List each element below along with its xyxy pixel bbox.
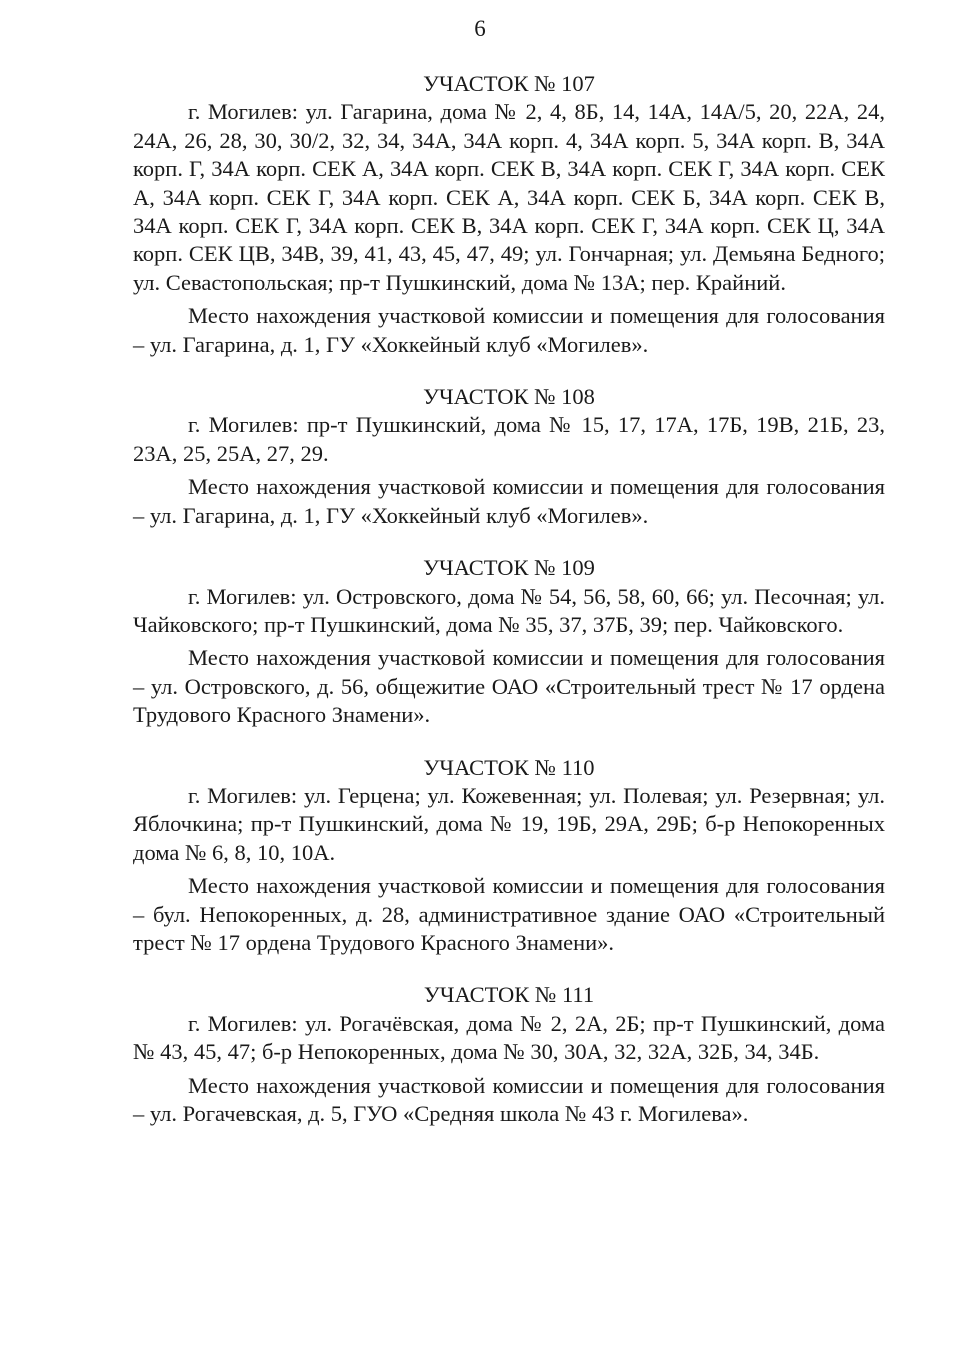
polling-section-110 <box>133 754 885 958</box>
section-location: Место нахождения участковой комиссии и помещения для голосования – ул. Островского, д. 56, общежитие ОАО «Строительный трест № 17 ордена Трудового Красного Знамени». <box>133 645 885 728</box>
section-address: г. Могилев: ул. Островского, дома № 54, 56, 58, 60, 66; ул. Песочная; ул. Чайковского; пр-т Пушкинский, дома № 35, 37, 37Б, 39; пер. Чайковского. <box>133 583 885 637</box>
section-location: Место нахождения участковой комиссии и помещения для голосования – ул. Гагарина, д. 1, ГУ «Хоккейный клуб «Могилев». <box>133 303 885 357</box>
section-location: Место нахождения участковой комиссии и помещения для голосования – ул. Гагарина, д. 1, ГУ «Хоккейный клуб «Могилев». <box>133 474 885 528</box>
section-location: Место нахождения участковой комиссии и помещения для голосования – бул. Непокоренных, д. 28, административное здание ОАО «Строительный трест № 17 ордена Трудового Красного Знамени». <box>133 873 885 955</box>
section-heading: УЧАСТОК № 108 <box>423 384 595 410</box>
polling-section-111 <box>133 981 885 1128</box>
polling-section-108 <box>133 383 885 530</box>
polling-section-107 <box>133 70 885 359</box>
section-address: г. Могилев: пр-т Пушкинский, дома № 15, 17, 17А, 17Б, 19В, 21Б, 23, 23А, 25, 25А, 27, 29. <box>133 412 885 466</box>
section-location: Место нахождения участковой комиссии и помещения для голосования – ул. Рогачевская, д. 5, ГУО «Средняя школа № 43 г. Могилева». <box>133 1072 885 1126</box>
section-address: г. Могилев: ул. Герцена; ул. Кожевенная; ул. Полевая; ул. Резервная; ул. Яблочкина; пр-т Пушкинский, дома № 19, 19Б, 29А, 29Б; б-р Непокоренных дома № 6, 8, 10, 10А. <box>133 782 885 865</box>
polling-section-109 <box>133 554 885 729</box>
page-number: 6 <box>474 16 486 41</box>
section-heading: УЧАСТОК № 110 <box>423 754 595 780</box>
section-heading: УЧАСТОК № 107 <box>423 71 595 96</box>
document-body <box>133 70 885 1152</box>
section-address: г. Могилев: ул. Гагарина, дома № 2, 4, 8Б, 14, 14А, 14А/5, 20, 22А, 24, 24А, 26, 28, 30, 30/2, 32, 34, 34А, 34А корп. 4, 34А корп. 5, 34А корп. В, 34А корп. Г, 34А корп. СЕК А, 34А корп. СЕК В, 34А корп. СЕК Г, 34А корп. СЕК А, 34А корп. СЕК Г, 34А корп. СЕК А, 34А корп. СЕК Б, 34А корп. СЕК В, 34А корп. СЕК Г, 34А корп. СЕК В, 34А корп. СЕК Г, 34А корп. СЕК Ц, 34А корп. СЕК ЦВ, 34В, 39, 41, 43, 45, 47, 49; ул. Гончарная; ул. Демьяна Бедного; ул. Севастопольская; пр-т Пушкинский, дома № 13А; пер. Крайний. <box>133 99 885 295</box>
section-heading: УЧАСТОК № 109 <box>423 555 595 581</box>
section-address: г. Могилев: ул. Рогачёвская, дома № 2, 2А, 2Б; пр-т Пушкинский, дома № 43, 45, 47; б-р Непокоренных, дома № 30, 30А, 32, 32А, 32Б, 34, 34Б. <box>133 1010 885 1065</box>
section-heading: УЧАСТОК № 111 <box>423 982 595 1008</box>
